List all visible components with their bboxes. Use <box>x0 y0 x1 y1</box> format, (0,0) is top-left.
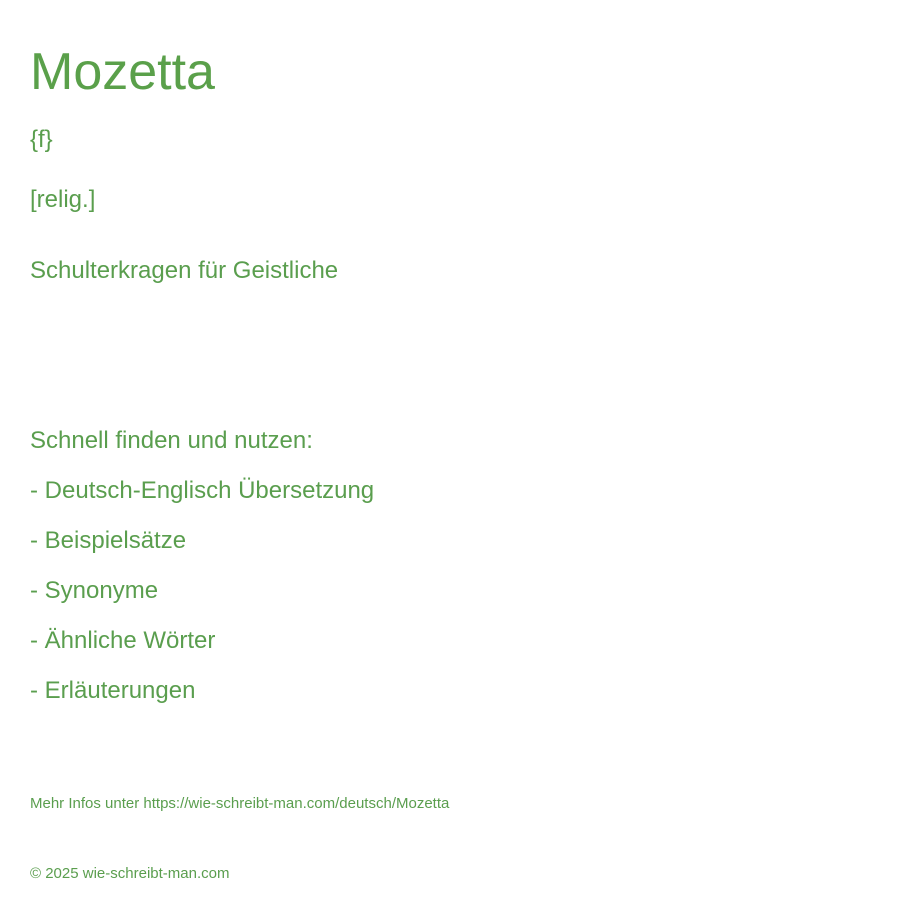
entry-definition: Schulterkragen für Geistliche <box>30 257 339 284</box>
dictionary-entry-page <box>30 0 870 900</box>
feature-item-similar-words: - Ähnliche Wörter <box>30 627 216 654</box>
quick-find-heading: Schnell finden und nutzen: <box>30 427 313 454</box>
feature-item-translation: - Deutsch-Englisch Übersetzung <box>30 477 375 504</box>
feature-item-synonyms: - Synonyme <box>30 577 159 604</box>
entry-title: Mozetta <box>30 43 215 101</box>
feature-item-explanations: - Erläuterungen <box>30 677 196 704</box>
feature-item-example-sentences: - Beispielsätze <box>30 527 187 554</box>
subject-domain-label: [relig.] <box>30 186 96 213</box>
more-info-link-text: Mehr Infos unter https://wie-schreibt-man.com/deutsch/Mozetta <box>30 795 450 812</box>
copyright-notice: © 2025 wie-schreibt-man.com <box>30 865 230 882</box>
grammatical-gender: {f} <box>30 126 53 153</box>
